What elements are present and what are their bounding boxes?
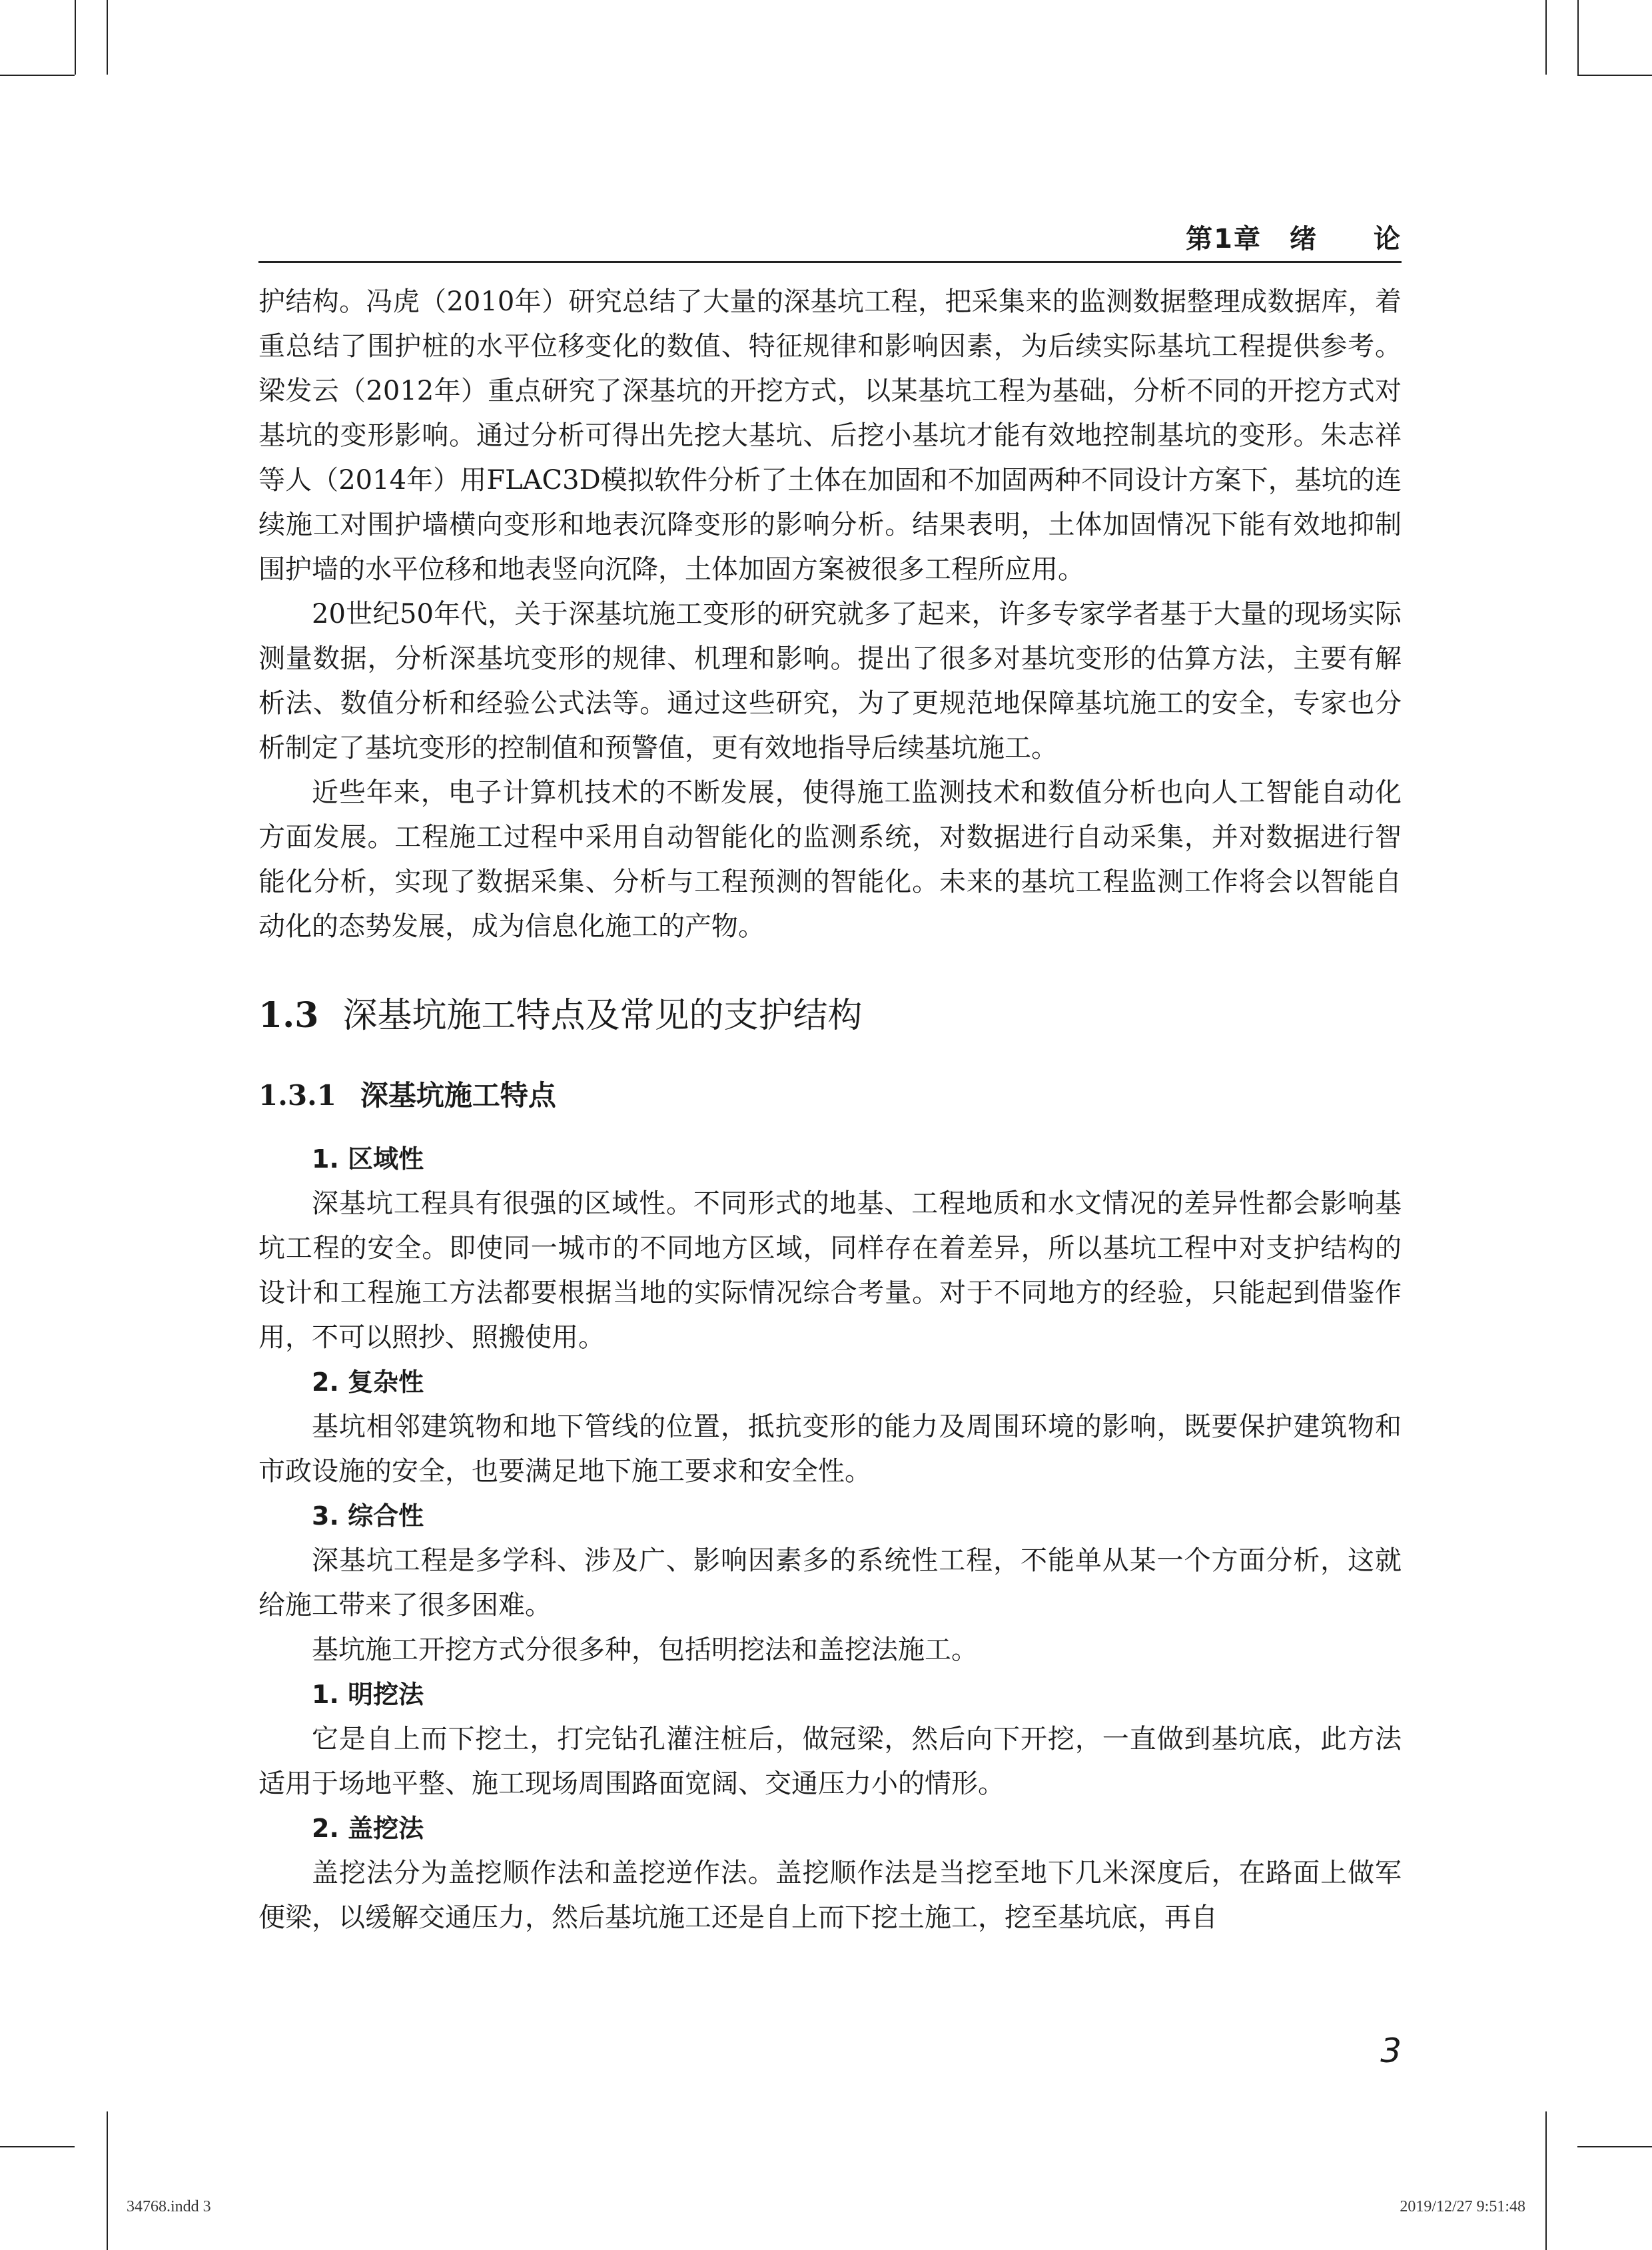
paragraph: 20世纪50年代，关于深基坑施工变形的研究就多了起来，许多专家学者基于大量的现场实际测量数据，分析深基坑变形的规律、机理和影响。提出了很多对基坑变形的估算方法，主要有解析法、数值分析和经验公式法等。通过这些研究，为了更规范地保障基坑施工的安全，专家也分析制定了基坑变形的控制值和预警值，更有效地指导后续基坑施工。 <box>258 599 1402 763</box>
subsection-number: 1.3.1 <box>258 1079 336 1112</box>
crop-mark <box>107 2111 108 2250</box>
header-rule <box>258 261 1402 263</box>
subsection-heading <box>258 1072 1402 1120</box>
item-heading: 1. 区域性 <box>312 1144 424 1174</box>
section-number: 1.3 <box>258 995 319 1036</box>
paragraph: 基坑施工开挖方式分很多种，包括明挖法和盖挖法施工。 <box>312 1635 978 1665</box>
paragraph: 它是自上而下挖土，打完钻孔灌注桩后，做冠梁，然后向下开挖，一直做到基坑底，此方法适用于场地平整、施工现场周围路面宽阔、交通压力小的情形。 <box>258 1724 1402 1799</box>
page-body <box>258 280 1402 1940</box>
crop-mark <box>0 75 75 76</box>
crop-mark <box>1577 75 1652 76</box>
paragraph: 深基坑工程是多学科、涉及广、影响因素多的系统性工程，不能单从某一个方面分析，这就给施工带来了很多困难。 <box>258 1545 1402 1621</box>
crop-mark <box>1545 0 1547 75</box>
crop-mark <box>1577 2146 1652 2147</box>
slug-filename: 34768.indd 3 <box>127 2198 211 2215</box>
crop-mark <box>1545 2111 1547 2250</box>
crop-mark <box>1577 0 1579 75</box>
crop-mark <box>75 0 76 75</box>
item-heading: 2. 复杂性 <box>312 1367 424 1397</box>
paragraph: 近些年来，电子计算机技术的不断发展，使得施工监测技术和数值分析也向人工智能自动化方面发展。工程施工过程中采用自动智能化的监测系统，对数据进行自动采集，并对数据进行智能化分析，实现了数据采集、分析与工程预测的智能化。未来的基坑工程监测工作将会以智能自动化的态势发展，成为信息化施工的产物。 <box>258 777 1402 942</box>
crop-mark <box>107 0 108 75</box>
method-heading: 2. 盖挖法 <box>312 1814 424 1843</box>
paragraph: 护结构。冯虎（2010年）研究总结了大量的深基坑工程，把采集来的监测数据整理成数据库，着重总结了围护桩的水平位移变化的数值、特征规律和影响因素，为后续实际基坑工程提供参考。梁发云（2012年）重点研究了深基坑的开挖方式，以某基坑工程为基础，分析不同的开挖方式对基坑的变形影响。通过分析可得出先挖大基坑、后挖小基坑才能有效地控制基坑的变形。朱志祥等人（2014年）用FLAC3D模拟软件分析了土体在加固和不加固两种不同设计方案下，基坑的连续施工对围护墙横向变形和地表沉降变形的影响分析。结果表明，土体加固情况下能有效地抑制围护墙的水平位移和地表竖向沉降，土体加固方案被很多工程所应用。 <box>258 286 1402 585</box>
paragraph: 基坑相邻建筑物和地下管线的位置，抵抗变形的能力及周围环境的影响，既要保护建筑物和市政设施的安全，也要满足地下施工要求和安全性。 <box>258 1411 1402 1487</box>
page-number: 3 <box>1380 2032 1402 2070</box>
running-header <box>258 212 1402 261</box>
slug-timestamp: 2019/12/27 9:51:48 <box>1400 2198 1525 2215</box>
paragraph: 盖挖法分为盖挖顺作法和盖挖逆作法。盖挖顺作法是当挖至地下几米深度后，在路面上做军便梁，以缓解交通压力，然后基坑施工还是自上而下挖土施工，挖至基坑底，再自 <box>258 1858 1402 1933</box>
paragraph: 深基坑工程具有很强的区域性。不同形式的地基、工程地质和水文情况的差异性都会影响基坑工程的安全。即使同一城市的不同地方区域，同样存在着差异，所以基坑工程中对支护结构的设计和工程施工方法都要根据当地的实际情况综合考量。对于不同地方的经验，只能起到借鉴作用，不可以照抄、照搬使用。 <box>258 1188 1402 1353</box>
chapter-title: 第1章 绪 论 <box>1186 224 1402 254</box>
section-heading <box>258 989 1402 1042</box>
section-title: 深基坑施工特点及常见的支护结构 <box>342 996 863 1036</box>
crop-mark <box>0 2146 75 2147</box>
subsection-title: 深基坑施工特点 <box>360 1079 556 1112</box>
method-heading: 1. 明挖法 <box>312 1680 424 1709</box>
item-heading: 3. 综合性 <box>312 1501 424 1531</box>
